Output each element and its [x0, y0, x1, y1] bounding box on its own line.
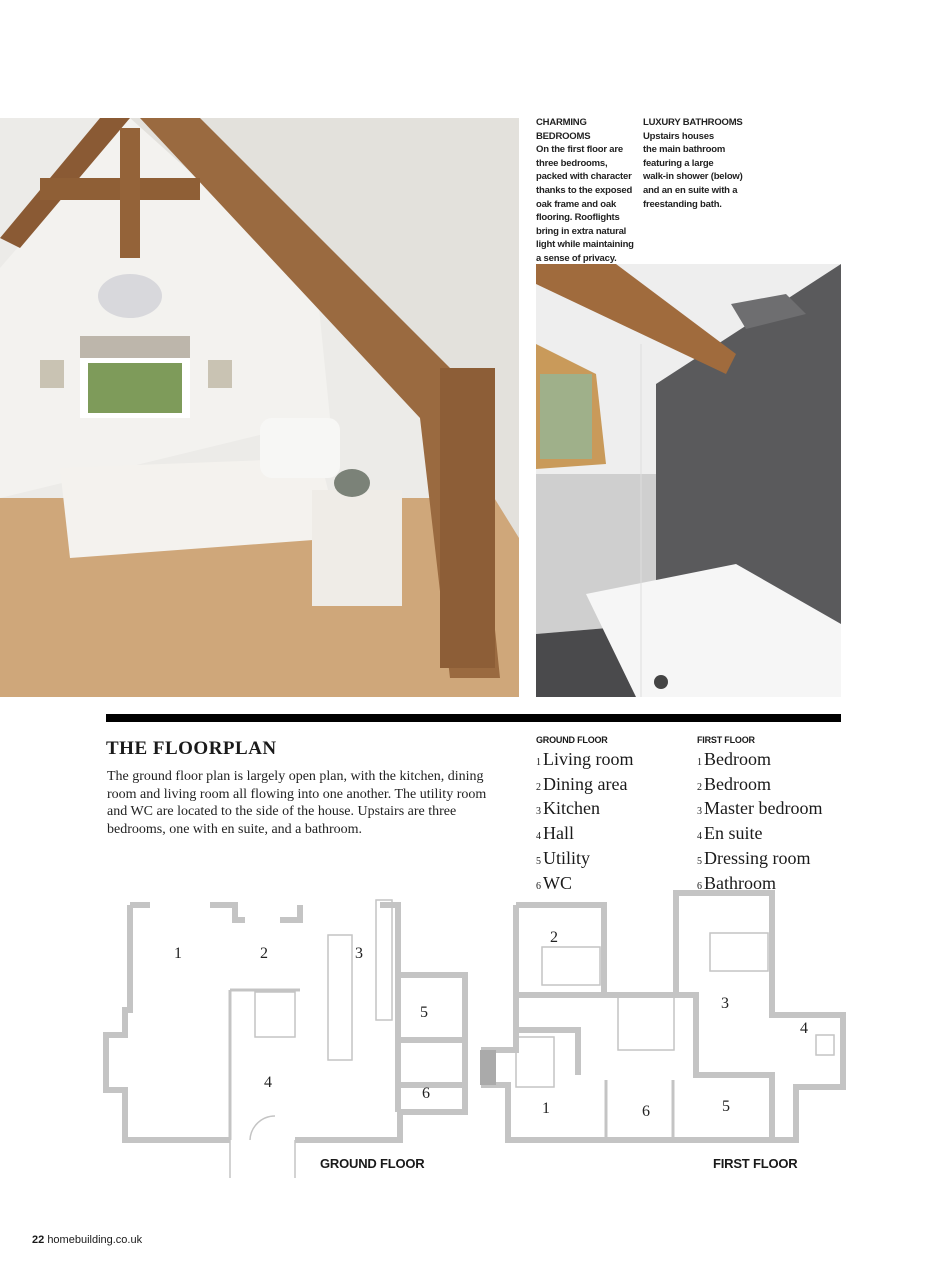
ground-room-4: 4: [264, 1074, 272, 1091]
key-number: 3: [697, 806, 702, 818]
ground-room-5: 5: [420, 1004, 428, 1021]
caption-line: light while maintaining: [536, 239, 634, 251]
key-item: [536, 798, 634, 823]
key-number: 5: [697, 855, 702, 867]
key-label: Bedroom: [704, 749, 771, 769]
page-footer: [32, 1234, 142, 1246]
caption-line: walk-in shower (below): [643, 171, 743, 183]
caption-line: oak frame and oak: [536, 198, 617, 210]
caption-line: flooring. Rooflights: [536, 212, 620, 224]
ground-room-6: 6: [422, 1085, 430, 1102]
caption-line: bring in extra natural: [536, 225, 627, 237]
first-room-1: 1: [542, 1100, 550, 1117]
caption-line: freestanding bath.: [643, 198, 722, 210]
key-number: 4: [536, 831, 541, 843]
key-item: [697, 774, 822, 799]
key-item: [697, 848, 822, 873]
first-floor-plan: [478, 885, 850, 1150]
site-name: homebuilding.co.uk: [47, 1234, 143, 1246]
key-label: Hall: [543, 823, 574, 844]
page-number: 22: [32, 1234, 45, 1246]
caption-line: the main bathroom: [643, 144, 726, 156]
ground-floor-key-heading: GROUND FLOOR: [536, 735, 608, 745]
first-floor-key-heading: FIRST FLOOR: [697, 735, 755, 745]
caption-line: thanks to the exposed: [536, 184, 633, 196]
key-item: [536, 848, 634, 873]
bathroom-photo-illustration: [536, 264, 841, 697]
key-label: Kitchen: [543, 798, 600, 819]
ground-room-3: 3: [355, 945, 363, 962]
key-item: [536, 823, 634, 848]
key-label: Master bedroom: [704, 798, 823, 819]
key-item: [536, 749, 634, 774]
first-room-3: 3: [721, 995, 729, 1012]
key-number: 4: [697, 831, 702, 843]
key-label: WC: [543, 872, 572, 893]
first-room-6: 6: [642, 1103, 650, 1120]
key-label: Bedroom: [704, 773, 771, 794]
bedroom-photo-illustration: [0, 118, 519, 697]
ground-floor-plan: [100, 880, 475, 1180]
bedroom-photo: [0, 118, 519, 697]
key-label: Utility: [543, 847, 591, 868]
key-item: [697, 798, 822, 823]
caption-bedrooms: [536, 116, 636, 266]
caption-line: featuring a large: [643, 157, 714, 169]
key-number: 2: [536, 781, 541, 793]
ground-floor-plan-label: GROUND FLOOR: [320, 1156, 425, 1171]
key-number: 6: [697, 880, 702, 892]
section-divider: [106, 714, 841, 722]
key-number: 2: [697, 781, 702, 793]
key-number: 5: [536, 855, 541, 867]
key-number: 6: [536, 880, 541, 892]
caption-line: Upstairs houses: [643, 130, 714, 142]
key-number: 1: [536, 757, 541, 768]
first-room-4: 4: [800, 1020, 808, 1037]
caption-line: three bedrooms,: [536, 157, 608, 169]
floorplan-description: The ground floor plan is largely open plan, with the kitchen, dining room and living room all flowing into one another. The utility room and WC are located to the side of the house. Upstairs are three bedrooms, one with en suite, and a bathroom.: [107, 769, 487, 837]
caption-line: a sense of privacy.: [536, 252, 617, 264]
caption-heading: LUXURY BATHROOMS: [643, 117, 743, 128]
bathroom-photo: [536, 264, 841, 697]
floorplan-title: THE FLOORPLAN: [106, 738, 277, 759]
key-label: Bathroom: [704, 872, 776, 893]
key-item: [697, 749, 822, 774]
key-label: Dining area: [543, 773, 628, 794]
caption-line: and an en suite with a: [643, 184, 738, 196]
first-room-2: 2: [550, 929, 558, 946]
first-floor-plan-label: FIRST FLOOR: [713, 1156, 798, 1171]
caption-heading: CHARMING BEDROOMS: [536, 117, 591, 142]
chimney: [480, 1050, 496, 1085]
key-number: 3: [536, 806, 541, 818]
first-room-5: 5: [722, 1098, 730, 1115]
ground-room-2: 2: [260, 945, 268, 962]
key-number: 1: [697, 757, 702, 768]
key-label: En suite: [704, 823, 763, 844]
key-label: Dressing room: [704, 847, 811, 868]
key-item: [536, 774, 634, 799]
caption-line: packed with character: [536, 171, 632, 183]
first-floor-key: [697, 735, 822, 897]
key-item: [697, 823, 822, 848]
ground-room-1: 1: [174, 945, 182, 962]
caption-bathrooms: [643, 116, 753, 211]
key-label: Living room: [543, 749, 634, 769]
caption-line: On the first floor are: [536, 144, 623, 156]
ground-floor-key: [536, 735, 634, 897]
